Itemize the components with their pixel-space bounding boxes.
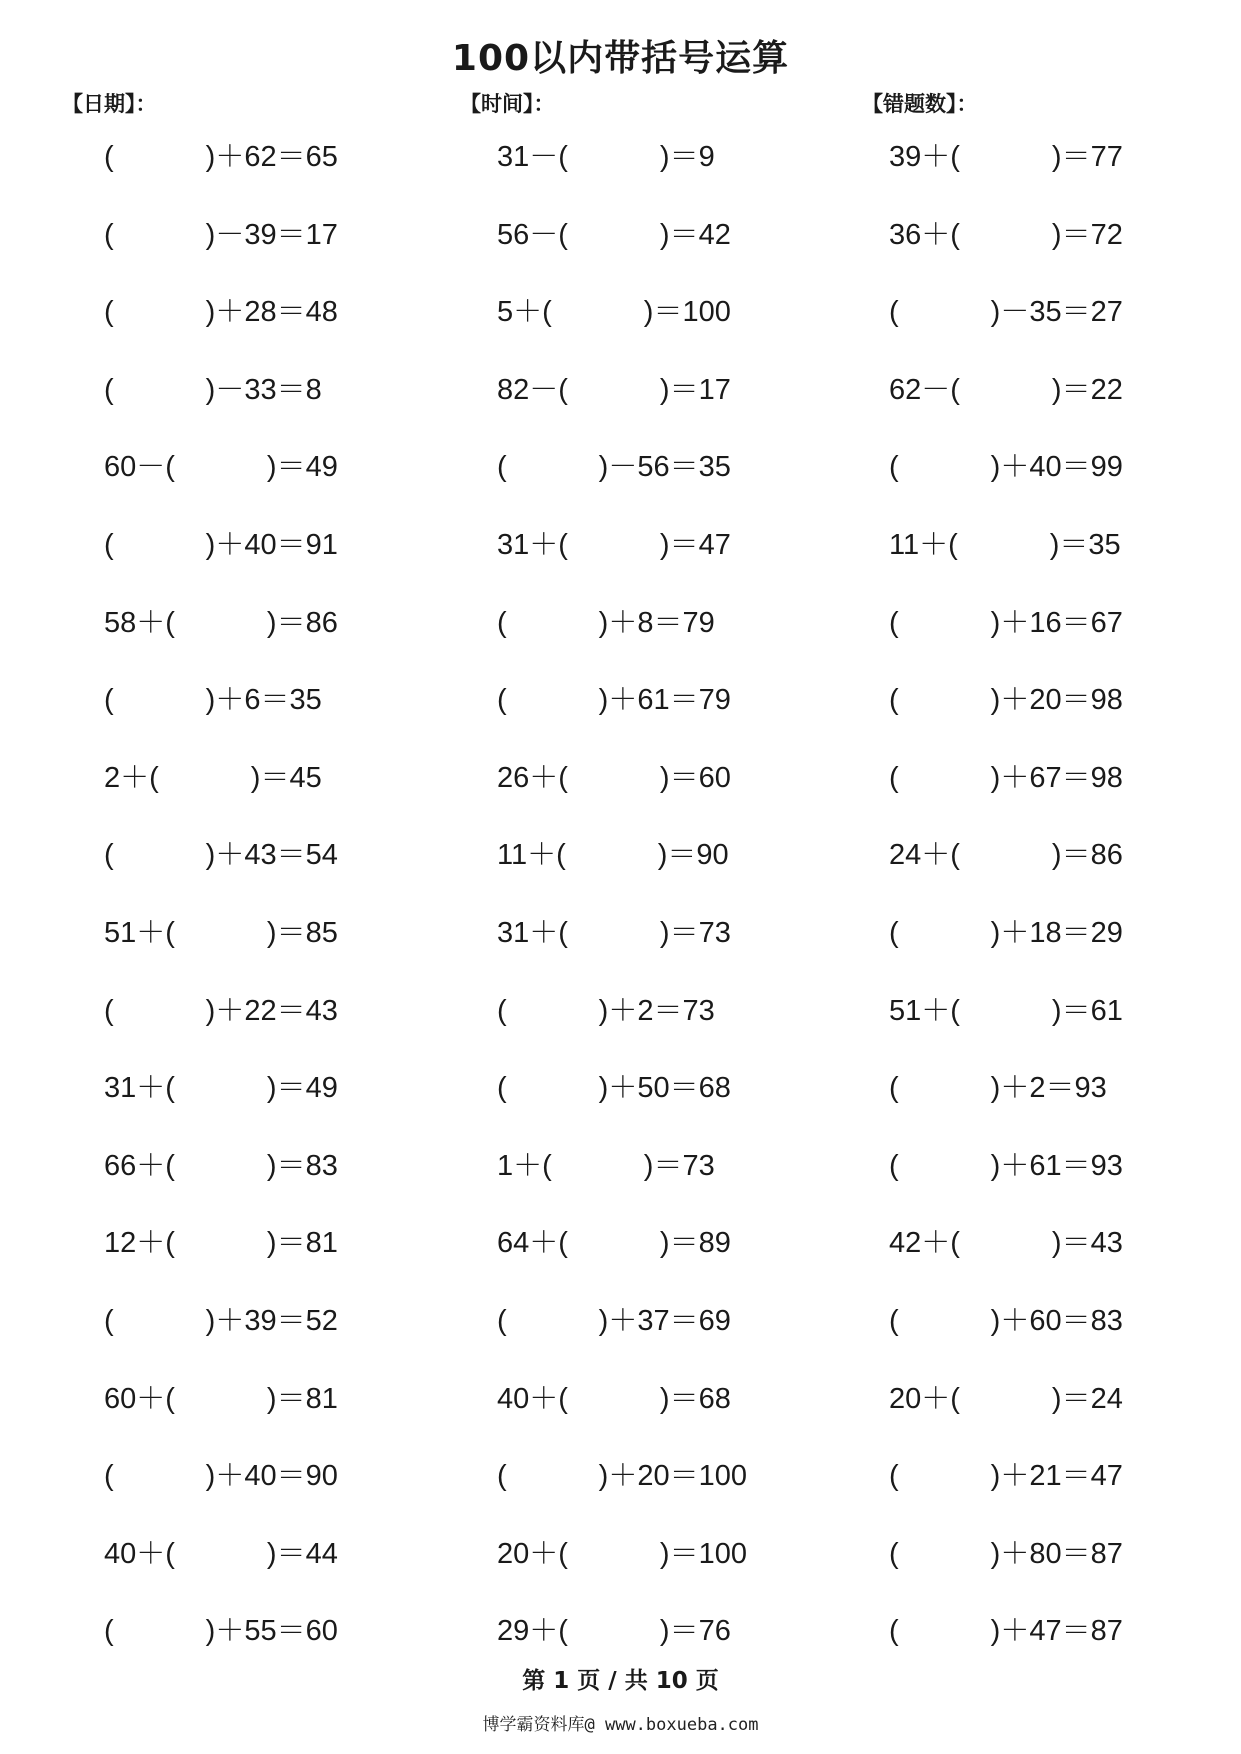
page-indicator: 第 1 页 / 共 10 页 xyxy=(522,1668,719,1694)
problem xyxy=(497,1063,757,1113)
problem-suffix: )＋28＝48 xyxy=(205,296,338,329)
problem xyxy=(104,210,360,260)
problem xyxy=(497,442,757,492)
problem-prefix: ( xyxy=(497,1072,507,1105)
problem-suffix: )＝17 xyxy=(659,373,731,406)
problem-prefix: ( xyxy=(104,528,114,561)
problem-suffix: )＋43＝54 xyxy=(205,839,338,872)
problem-row xyxy=(0,287,1241,365)
problem-suffix: )＝73 xyxy=(659,916,731,949)
problem-suffix: )＋50＝68 xyxy=(598,1072,731,1105)
problem xyxy=(889,132,1151,182)
problem-prefix: 24＋( xyxy=(889,839,960,872)
problem-suffix: )＋20＝100 xyxy=(598,1460,747,1493)
problem-suffix: )＝9 xyxy=(659,141,715,173)
time-label: 【时间】： xyxy=(460,92,555,116)
problem xyxy=(889,675,1151,725)
problem-prefix: ( xyxy=(889,296,899,329)
problem xyxy=(104,675,360,725)
problem xyxy=(104,598,360,648)
problem xyxy=(889,753,1151,803)
problem xyxy=(497,1296,757,1346)
problem xyxy=(889,1451,1151,1501)
problem-prefix: 11＋( xyxy=(889,528,958,561)
problem-suffix: )＋40＝90 xyxy=(205,1460,338,1493)
problem-prefix: ( xyxy=(104,373,114,406)
problem-suffix: )＋37＝69 xyxy=(598,1304,731,1337)
problem-suffix: )＝49 xyxy=(266,1072,338,1105)
problem-prefix: ( xyxy=(889,1615,899,1648)
problem-prefix: 60－( xyxy=(104,451,175,484)
problem xyxy=(889,1063,1151,1113)
problem-row xyxy=(0,753,1241,831)
watermark: 博学霸资料库@ www.boxueba.com xyxy=(482,1715,759,1735)
problem-prefix: 82－( xyxy=(497,373,568,406)
problem-suffix: )＝76 xyxy=(659,1615,731,1648)
problem xyxy=(889,1374,1151,1424)
problem-row xyxy=(0,132,1241,210)
problem xyxy=(104,986,360,1036)
problem-suffix: )＝100 xyxy=(659,1537,747,1570)
problem-row xyxy=(0,598,1241,676)
problem xyxy=(497,598,757,648)
problem xyxy=(497,986,757,1036)
problem-prefix: 2＋( xyxy=(104,761,159,794)
problem xyxy=(497,753,757,803)
problem xyxy=(104,365,360,415)
problem-prefix: ( xyxy=(104,684,114,717)
problem xyxy=(889,1141,1151,1191)
problem-prefix: 40＋( xyxy=(104,1537,175,1570)
problem-prefix: ( xyxy=(497,1304,507,1337)
problem-prefix: ( xyxy=(104,296,114,329)
problem-prefix: 31＋( xyxy=(497,528,568,561)
problem-prefix: ( xyxy=(889,916,899,949)
problem-suffix: )＋2＝73 xyxy=(598,994,715,1027)
problem-suffix: )＝85 xyxy=(266,916,338,949)
problem-prefix: 1＋( xyxy=(497,1149,552,1182)
problem-prefix: 11＋( xyxy=(497,839,566,872)
problem-prefix: ( xyxy=(104,839,114,872)
problem xyxy=(889,365,1151,415)
problem-prefix: ( xyxy=(889,684,899,717)
problem xyxy=(889,1218,1151,1268)
problem-suffix: )＋39＝52 xyxy=(205,1304,338,1337)
problem xyxy=(497,365,757,415)
problem-prefix: 42＋( xyxy=(889,1227,960,1260)
problem-prefix: 31＋( xyxy=(497,916,568,949)
problem-suffix: )＝90 xyxy=(657,839,729,872)
problem-suffix: )－33＝8 xyxy=(205,373,322,406)
problem-prefix: 29＋( xyxy=(497,1615,568,1648)
problem-row xyxy=(0,442,1241,520)
problem xyxy=(497,210,757,260)
error-count-label: 【错题数】： xyxy=(862,92,978,116)
problem-prefix: ( xyxy=(889,1304,899,1337)
problem-suffix: )＝73 xyxy=(643,1149,715,1182)
problem-prefix: ( xyxy=(889,1149,899,1182)
problem-prefix: ( xyxy=(889,1072,899,1105)
problem-row xyxy=(0,210,1241,288)
problem xyxy=(104,1451,360,1501)
problem-suffix: )＋40＝99 xyxy=(990,451,1123,484)
problem-suffix: )－39＝17 xyxy=(205,218,338,251)
problem-suffix: )＋6＝35 xyxy=(205,684,322,717)
problem xyxy=(497,1451,757,1501)
problem-prefix: ( xyxy=(104,1460,114,1493)
problem-suffix: )＋18＝29 xyxy=(990,916,1123,949)
problem xyxy=(889,1606,1151,1656)
problem-suffix: )＋40＝91 xyxy=(205,528,338,561)
problem-suffix: )＝83 xyxy=(266,1149,338,1182)
problem-suffix: )＝89 xyxy=(659,1227,731,1260)
problem-prefix: ( xyxy=(104,1615,114,1648)
problem-suffix: )＝77 xyxy=(1051,141,1123,173)
problem-prefix: 64＋( xyxy=(497,1227,568,1260)
problem xyxy=(889,1529,1151,1579)
problem-suffix: )＋62＝65 xyxy=(205,141,338,173)
problem-prefix: ( xyxy=(497,606,507,639)
problem-row xyxy=(0,1141,1241,1219)
problem-suffix: )－56＝35 xyxy=(598,451,731,484)
problem xyxy=(497,1529,757,1579)
problem-row xyxy=(0,1529,1241,1607)
problem-row xyxy=(0,1451,1241,1529)
problem-prefix: ( xyxy=(889,1537,899,1570)
problem-suffix: )＋16＝67 xyxy=(990,606,1123,639)
problem-prefix: 51＋( xyxy=(104,916,175,949)
problem-suffix: )＝61 xyxy=(1051,994,1123,1027)
problem-row xyxy=(0,1063,1241,1141)
problem-prefix: ( xyxy=(497,1460,507,1493)
problem-suffix: )＝35 xyxy=(1049,528,1121,561)
problem-suffix: )＋47＝87 xyxy=(990,1615,1123,1648)
problem xyxy=(497,908,757,958)
problem-suffix: )＝45 xyxy=(250,761,322,794)
problem xyxy=(497,830,757,880)
problem-row xyxy=(0,675,1241,753)
problem xyxy=(104,1606,360,1656)
problem-suffix: )＋8＝79 xyxy=(598,606,715,639)
problem-suffix: )＋2＝93 xyxy=(990,1072,1107,1105)
problem-prefix: ( xyxy=(889,1460,899,1493)
problem xyxy=(104,442,360,492)
problem-suffix: )＝68 xyxy=(659,1382,731,1415)
problem xyxy=(104,1529,360,1579)
problem-prefix: 36＋( xyxy=(889,218,960,251)
problem-suffix: )＝60 xyxy=(659,761,731,794)
problem xyxy=(104,830,360,880)
problem xyxy=(104,1374,360,1424)
problem-prefix: 12＋( xyxy=(104,1227,175,1260)
problem-suffix: )＋20＝98 xyxy=(990,684,1123,717)
problem xyxy=(497,1606,757,1656)
problem-prefix: ( xyxy=(104,141,114,173)
problem-prefix: 40＋( xyxy=(497,1382,568,1415)
problem-suffix: )＝81 xyxy=(266,1382,338,1415)
problem-prefix: ( xyxy=(497,994,507,1027)
problem-suffix: )＝100 xyxy=(643,296,731,329)
problem-suffix: )＝72 xyxy=(1051,218,1123,251)
problem xyxy=(497,520,757,570)
problem xyxy=(889,830,1151,880)
problem-prefix: 62－( xyxy=(889,373,960,406)
problem-row xyxy=(0,830,1241,908)
problem-prefix: ( xyxy=(497,684,507,717)
problem-suffix: )＝43 xyxy=(1051,1227,1123,1260)
problem xyxy=(889,210,1151,260)
problem-suffix: )＝24 xyxy=(1051,1382,1123,1415)
problem xyxy=(497,1374,757,1424)
problem-suffix: )＝49 xyxy=(266,451,338,484)
problem-suffix: )－35＝27 xyxy=(990,296,1123,329)
problem xyxy=(104,753,360,803)
problem-prefix: ( xyxy=(889,761,899,794)
problem-row xyxy=(0,1296,1241,1374)
problem-suffix: )＝22 xyxy=(1051,373,1123,406)
problem xyxy=(889,986,1151,1036)
problem-prefix: 20＋( xyxy=(497,1537,568,1570)
problem-suffix: )＋61＝93 xyxy=(990,1149,1123,1182)
problem-suffix: )＝81 xyxy=(266,1227,338,1260)
problem-row xyxy=(0,1374,1241,1452)
problem xyxy=(104,908,360,958)
problem-suffix: )＋60＝83 xyxy=(990,1304,1123,1337)
problem xyxy=(889,598,1151,648)
problem xyxy=(889,908,1151,958)
problem xyxy=(497,675,757,725)
problem-row xyxy=(0,908,1241,986)
problem-grid xyxy=(0,132,1241,1684)
problem-suffix: )＝86 xyxy=(1051,839,1123,872)
problem-prefix: 60＋( xyxy=(104,1382,175,1415)
problem xyxy=(104,287,360,337)
problem-suffix: )＋55＝60 xyxy=(205,1615,338,1648)
problem-prefix: ( xyxy=(889,606,899,639)
problem-prefix: 39＋( xyxy=(889,141,960,173)
problem xyxy=(889,520,1151,570)
problem xyxy=(889,442,1151,492)
problem xyxy=(889,1296,1151,1346)
problem xyxy=(104,132,360,182)
problem-prefix: 31＋( xyxy=(104,1072,175,1105)
problem-prefix: 5＋( xyxy=(497,296,552,329)
problem xyxy=(104,1063,360,1113)
problem xyxy=(104,1296,360,1346)
problem-suffix: )＋67＝98 xyxy=(990,761,1123,794)
problem xyxy=(104,520,360,570)
problem xyxy=(497,1218,757,1268)
problem-suffix: )＝47 xyxy=(659,528,731,561)
problem-suffix: )＝86 xyxy=(266,606,338,639)
problem-prefix: 26＋( xyxy=(497,761,568,794)
page-title: 100以内带括号运算 xyxy=(451,38,790,79)
date-label: 【日期】： xyxy=(62,92,157,116)
problem-row xyxy=(0,1218,1241,1296)
problem-suffix: )＝44 xyxy=(266,1537,338,1570)
problem-prefix: ( xyxy=(497,451,507,484)
problem-row xyxy=(0,520,1241,598)
problem-prefix: 66＋( xyxy=(104,1149,175,1182)
problem-prefix: 20＋( xyxy=(889,1382,960,1415)
problem-prefix: 56－( xyxy=(497,218,568,251)
problem-prefix: 31－( xyxy=(497,141,568,173)
problem-prefix: 51＋( xyxy=(889,994,960,1027)
problem-row xyxy=(0,986,1241,1064)
problem xyxy=(104,1218,360,1268)
problem xyxy=(889,287,1151,337)
problem-prefix: ( xyxy=(104,218,114,251)
problem xyxy=(497,1141,757,1191)
problem-prefix: 58＋( xyxy=(104,606,175,639)
problem-suffix: )＋80＝87 xyxy=(990,1537,1123,1570)
problem-prefix: ( xyxy=(889,451,899,484)
problem xyxy=(104,1141,360,1191)
problem-prefix: ( xyxy=(104,994,114,1027)
problem-suffix: )＋61＝79 xyxy=(598,684,731,717)
problem-suffix: )＋21＝47 xyxy=(990,1460,1123,1493)
problem-suffix: )＋22＝43 xyxy=(205,994,338,1027)
problem xyxy=(497,132,757,182)
problem-prefix: ( xyxy=(104,1304,114,1337)
problem-row xyxy=(0,365,1241,443)
problem-suffix: )＝42 xyxy=(659,218,731,251)
problem xyxy=(497,287,757,337)
